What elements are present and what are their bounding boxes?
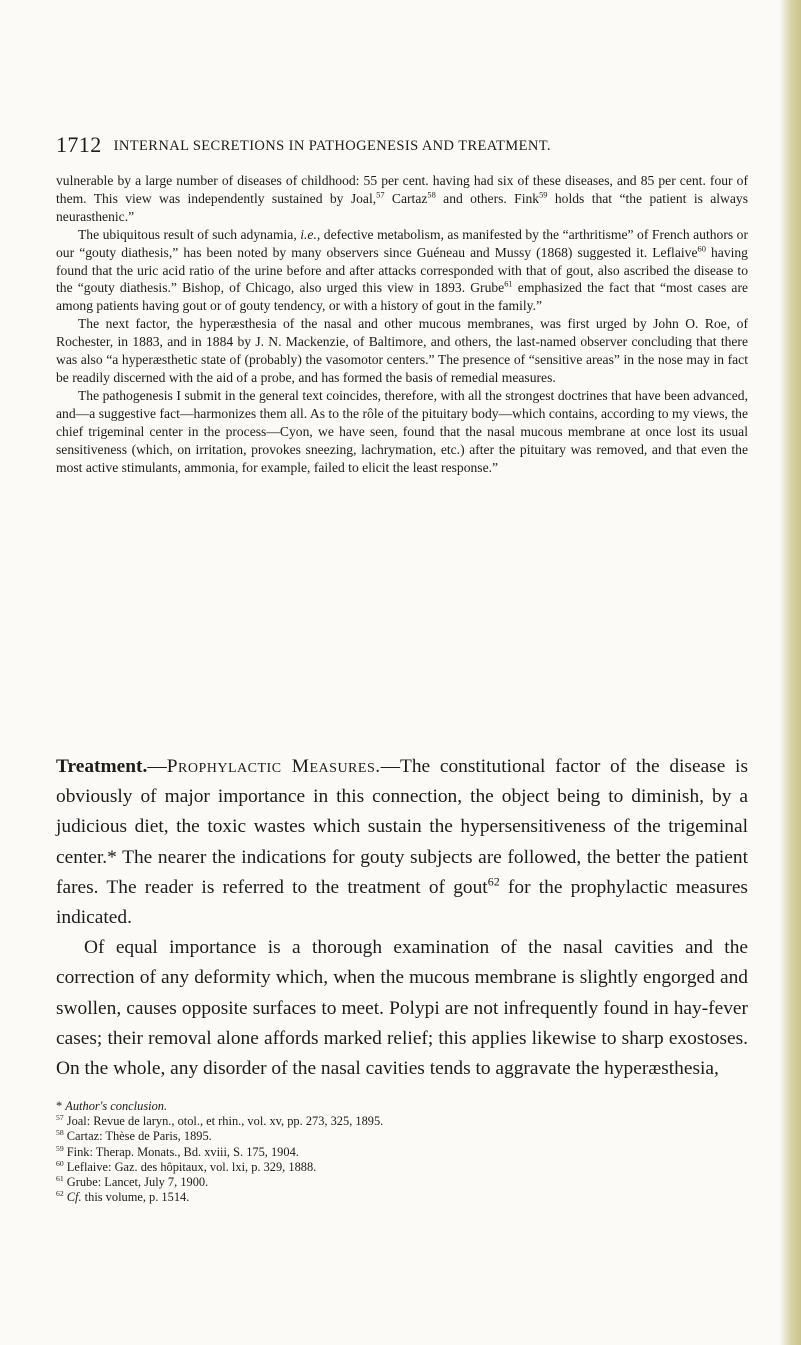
running-title: INTERNAL SECRETIONS IN PATHOGENESIS AND TREATMENT.	[113, 138, 551, 154]
paragraph-hyperaesthesia: The next factor, the hyperæsthesia of the nasal and other mucous membranes, was first urged by John O. Roe, of Rochester, in 1883, and in 1884 by J. N. Mackenzie, of Baltimore, and others, the last-named observer concluding that there was also “a hyperæsthetic state of (probably) the vasomotor centers.” The presence of “sensitive areas” in the nose may in fact be readily discerned with the aid of a probe, and has formed the basis of remedial measures.	[56, 316, 748, 385]
footnote-58: $^{58}$ Cartaz: Thèse de Paris, 1895.	[56, 1128, 212, 1144]
small-print-section	[56, 172, 748, 476]
footnote-star: * Author's conclusion.	[56, 1099, 168, 1113]
footnote-59: $^{59}$ Fink: Therap. Monats., Bd. xviii, S. 175, 1904.	[56, 1143, 299, 1159]
footnote-57: $^{57}$ Joal: Revue de laryn., otol., et rhin., vol. xv, pp. 273, 325, 1895.	[56, 1113, 384, 1129]
footnote-62: $^{62}$ Cf. this volume, p. 1514.	[56, 1189, 190, 1205]
paragraph-prophylactic: Treatment.—Prophylactic Measures.—The constitutional factor of the disease is obviously of major importance in this connection, the object being to diminish, by a judicious diet, the toxic wastes which sustain the hypersensitiveness of the trigeminal center.* The nearer the indications for gouty subjects are followed, the better the patient fares. The reader is referred to the treatment of gout$^{62}$ for the prophylactic measures indicated.	[56, 756, 748, 929]
paragraph-nasal-cavities: Of equal importance is a thorough examination of the nasal cavities and the correction of any deformity which, when the mucous membrane is slightly engorged and swollen, causes opposite surfaces to meet. Polypi are not infrequently found in hay-fever cases; their removal alone affords marked relief; this applies likewise to sharp exostoses. On the whole, any disorder of the nasal cavities tends to aggravate the hyperæsthesia,	[56, 937, 748, 1080]
page-number: 1712	[56, 132, 102, 157]
treatment-heading: Treatment.	[56, 756, 148, 777]
footnotes	[56, 1099, 748, 1205]
footnote-ref-61[interactable]: 61	[504, 278, 513, 289]
running-header	[56, 132, 756, 158]
footnote-ref-62[interactable]: 62	[487, 874, 500, 889]
prophylactic-subheading: Prophylactic Measures.	[166, 756, 381, 777]
footnote-ref-60[interactable]: 60	[697, 243, 706, 254]
footnote-ref-57[interactable]: 57	[376, 189, 385, 200]
footnote-ref-59[interactable]: 59	[539, 189, 548, 200]
treatment-section	[56, 752, 748, 1084]
paragraph-pathogenesis: The pathogenesis I submit in the general text coincides, therefore, with all the strongest doctrines that have been advanced, and—a suggestive fact—harmonizes them all. As to the rôle of the pituitary body—which contains, according to my views, the chief trigeminal center in the process—Cyon, we have seen, found that the nasal mucous membrane at once lost its usual sensitiveness (which, on irritation, provokes sneezing, lachrymation, etc.) after the pituitary was removed, and that even the most active stimulants, ammonia, for example, failed to elicit the least response.”	[56, 387, 748, 475]
footnote-ref-58[interactable]: 58	[427, 189, 436, 200]
footnote-61: $^{61}$ Grube: Lancet, July 7, 1900.	[56, 1173, 209, 1190]
footnote-60: $^{60}$ Leflaive: Gaz. des hôpitaux, vol. lxi, p. 329, 1888.	[56, 1158, 317, 1174]
paragraph-gouty-diathesis: The ubiquitous result of such adynamia, i.e., defective metabolism, as manifested by the “arthritisme” of French authors or our “gouty diathesis,” has been noted by many observers since Guéneau and Mussy (1868) suggested it. Leflaive$^{60}$ having found that the uric acid ratio of the urine before and after attacks corresponded with that of gout, also ascribed the disease to the “gouty diathesis.” Bishop, of Chicago, also urged this view in 1893. Grube$^{61}$ emphasized the fact that “most cases are among patients having gout or of gouty tendency, or with a history of gout in the family.”	[56, 226, 748, 314]
paragraph-childhood-diseases: vulnerable by a large number of diseases of childhood: 55 per cent. having had six of these diseases, and 85 per cent. four of them. This view was independently sustained by Joal,$^{57}$ Cartaz$^{58}$ and others. Fink$^{59}$ holds that “the patient is always neurasthenic.”	[56, 173, 748, 224]
page-edge-shadow	[779, 0, 801, 1345]
